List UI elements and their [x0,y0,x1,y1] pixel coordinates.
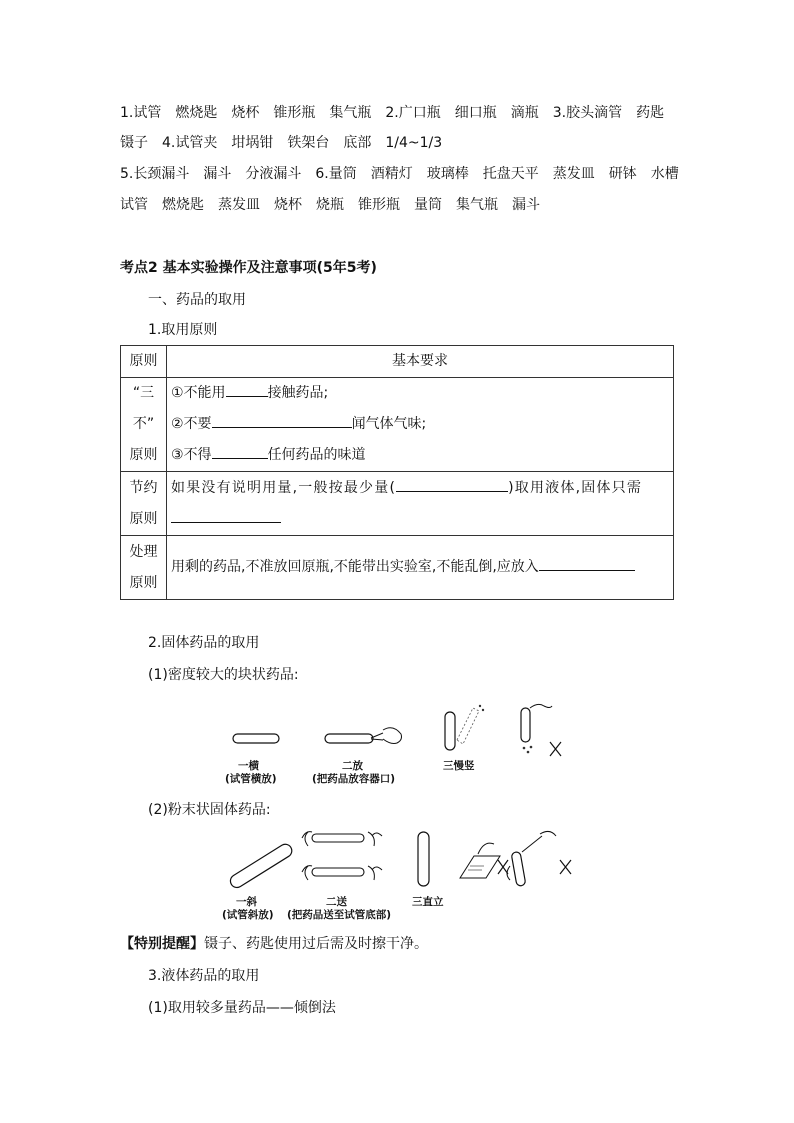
row2-content [167,472,674,536]
wrong-paper-icon [460,843,500,878]
rule3-text-a: ③不得 [171,447,212,463]
answer-line-1: 1.试管 燃烧匙 烧杯 锥形瓶 集气瓶 2.广口瓶 细口瓶 滴瓶 3.胶头滴管 药匙 [120,105,665,121]
header-requirement: 基本要求 [167,346,674,378]
tube-upright-icon [418,832,429,886]
row1-content [167,378,674,472]
fig1-cap1b: (试管横放) [225,773,277,785]
wrong-mark-icon-2 [560,860,571,874]
fig2-cap1: 一斜 [236,896,257,908]
tube-slanted-icon [228,842,294,890]
row1-label [121,378,167,472]
rule1-text-a: ①不能用 [171,385,226,401]
item2-1-text: (1)密度较大的块状药品: [148,667,299,683]
answer-line-4: 试管 燃烧匙 蒸发皿 烧杯 烧瓶 锥形瓶 量筒 集气瓶 漏斗 [120,197,540,213]
rule2-text-b: 闻气体气味; [351,416,427,432]
row2-label [121,472,167,536]
row2-label-a: 节约 [129,479,158,496]
reminder-label: 【特别提醒】 [120,936,204,952]
row3-label-a: 处理 [129,543,158,560]
tube-horizontal-icon [233,734,279,743]
disposal-text: 用剩的药品,不准放回原瓶,不能带出实验室,不能乱倒,应放入 [171,559,539,575]
header-principle: 原则 [121,346,167,378]
saving-blank-1 [396,477,508,492]
rule2-text-a: ②不要 [171,416,212,432]
item3-1-text: (1)取用较多量药品——倾倒法 [148,1000,336,1016]
row1-label-b: 原则 [129,447,158,463]
reminder-text: 镊子、药匙使用过后需及时擦干净。 [204,936,428,952]
rule1-blank [226,382,268,397]
principles-table [120,345,674,600]
wrong-mark-icon [550,742,561,756]
reminder [120,934,428,954]
fig2-cap2b: (把药品送至试管底部) [287,909,392,921]
fig1-cap2: 二放 [342,760,363,772]
rule1-text-b: 接触药品; [267,385,329,401]
section-title: 考点2 基本实验操作及注意事项(5年5考) [120,260,377,276]
disposal-blank [539,556,635,571]
wrong-spoon-icon [507,831,556,886]
answer-line-2: 镊子 4.试管夹 坩埚钳 铁架台 底部 1/4~1/3 [120,135,443,151]
row3-content [167,536,674,600]
wrong-mark-icon [498,860,508,874]
hands-paper-trough-icon [302,832,382,880]
saving-blank-2 [171,508,281,523]
item2-title: 2.固体药品的取用 [148,635,260,651]
fig1-cap2b: (把药品放容器口) [312,773,396,785]
rule3-blank [212,444,268,459]
lump-solid-figure [225,700,575,762]
row3-label [121,536,167,600]
fig2-cap3: 三直立 [412,896,444,908]
fig1-cap1: 一横 [238,760,259,772]
tube-upright-sequence-icon [445,705,484,750]
fig1-cap3: 三慢竖 [443,760,475,772]
item3-title: 3.液体药品的取用 [148,968,260,984]
row1-label-a: “三不” [132,385,155,432]
saving-text-a: 如果没有说明用量,一般按最少量( [171,479,397,496]
answer-line-3: 5.长颈漏斗 漏斗 分液漏斗 6.量筒 酒精灯 玻璃棒 托盘天平 蒸发皿 研钵 水槽 [120,166,679,182]
rule3-text-b: 任何药品的味道 [267,447,366,463]
fig2-cap2: 二送 [326,896,347,908]
fig2-cap1b: (试管斜放) [222,909,274,921]
sub-title: 一、药品的取用 [148,292,246,308]
row2-label-b: 原则 [129,510,158,527]
tube-with-tweezers-icon [325,728,402,744]
saving-text-b: )取用液体,固体只需 [508,479,643,496]
wrong-method-icon [521,704,552,753]
item1-title: 1.取用原则 [148,322,218,338]
powder-solid-figure [222,826,582,892]
item2-2-text: (2)粉末状固体药品: [148,802,271,818]
rule2-blank [212,413,352,428]
row3-label-b: 原则 [129,574,158,591]
